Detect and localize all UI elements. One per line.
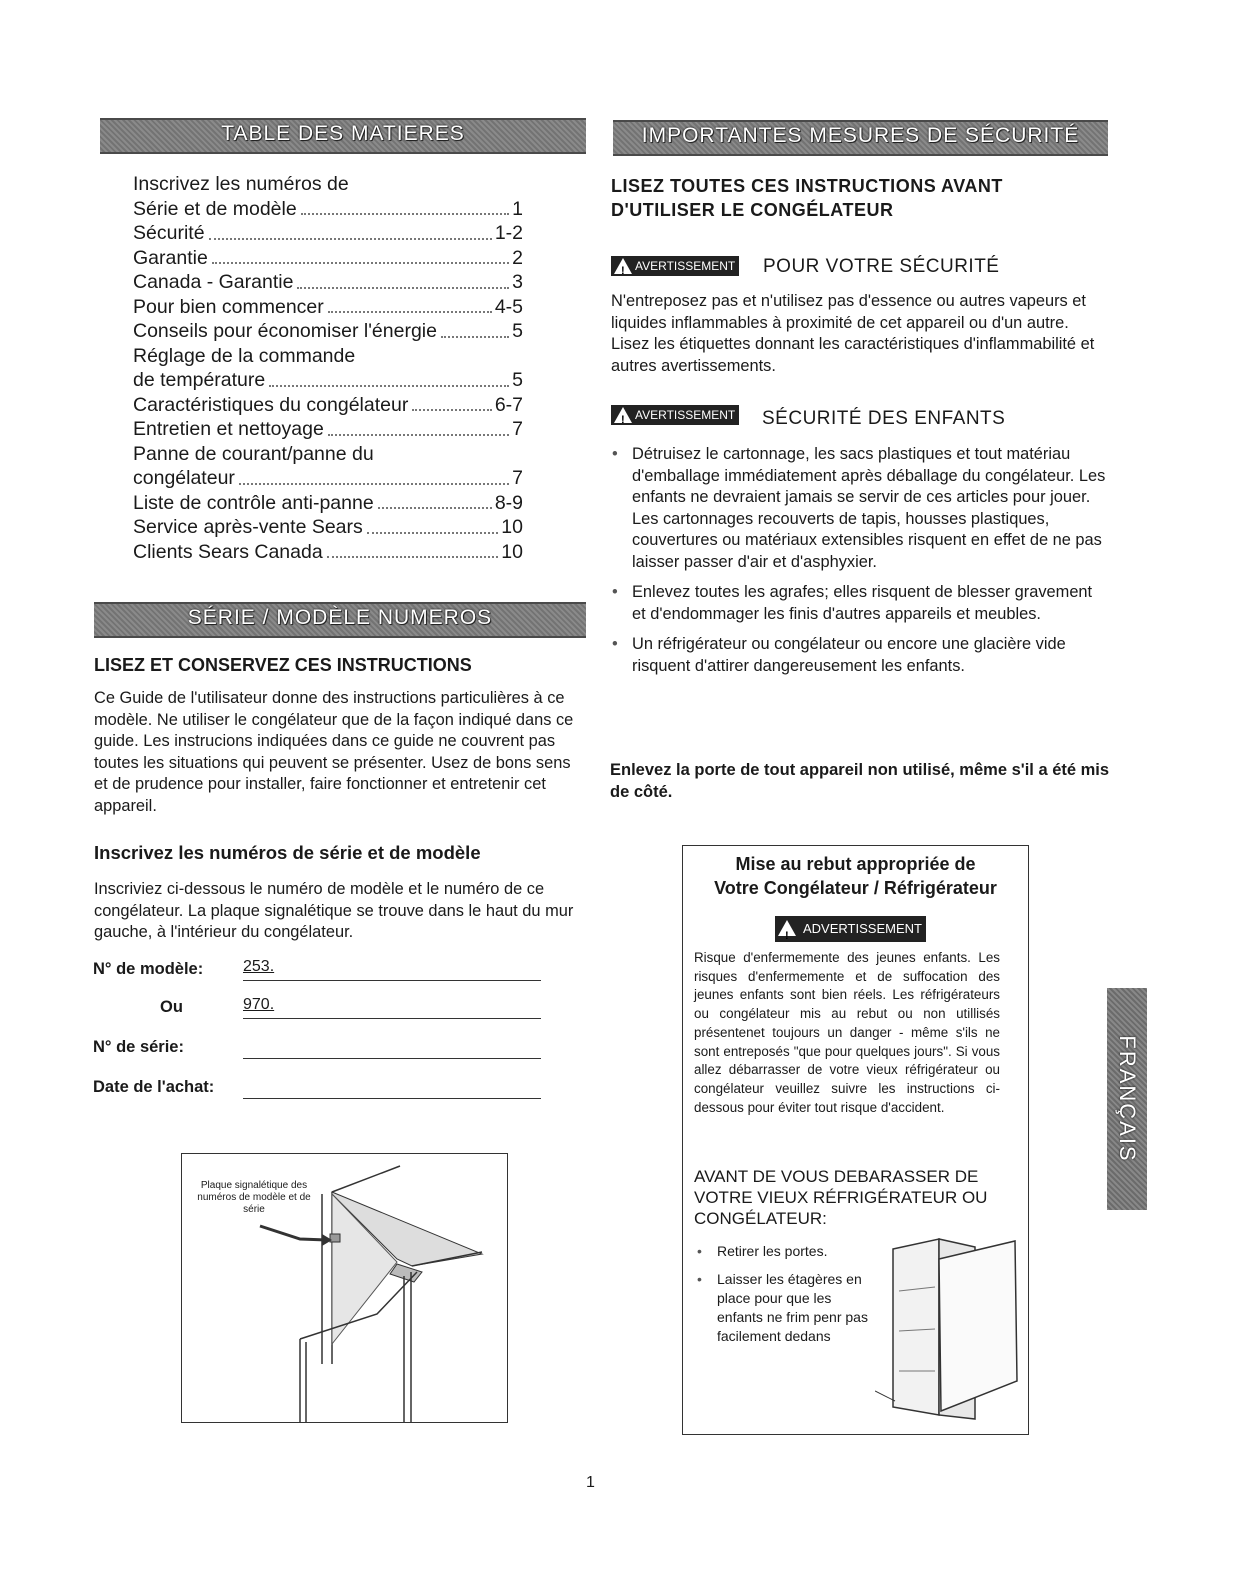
toc-leader-dots	[297, 270, 509, 289]
toc-entry-label: Série et de modèle	[133, 197, 297, 220]
bullet-item: • Un réfrigérateur ou congélateur ou encore une glacière vide risquent d'attirer dangereusement les enfants.	[612, 634, 1107, 677]
toc-leader-dots	[269, 368, 509, 387]
serie-heading: LISEZ ET CONSERVEZ CES INSTRUCTIONS	[94, 655, 472, 675]
toc-entry-label: Pour bien commencer	[133, 295, 324, 318]
toc-banner	[100, 118, 586, 154]
toc-leader-dots	[367, 515, 499, 534]
box-caps: AVANT DE VOUS DEBARASSER DE VOTRE VIEUX RÉFRIGÉRATEUR OU CONGÉLATEUR:	[694, 1167, 988, 1228]
date-field[interactable]	[243, 1076, 541, 1099]
toc-entry	[133, 197, 523, 222]
toc-entry-label: congélateur	[133, 467, 235, 489]
bullet-item: • Détruisez le cartonnage, les sacs plastiques et tout matériau d'emballage immédiatement après déballage du congélateur. Les enfants ne devraient jamais se servir de ces articles pour jouer. Les cartonnages recouverts de tapis, housses plastiques, couvertures ou matériaux extensibles risquent en effet de ne pas laisser passer d'air et d'asphyxier.	[612, 444, 1107, 573]
box-title-1: Mise au rebut appropriée de	[735, 854, 976, 874]
toc-entry	[133, 491, 523, 516]
ou-label: Ou	[160, 998, 183, 1016]
toc-entry-label: Réglage de la commande	[133, 344, 356, 367]
model-value: 253.	[243, 958, 275, 975]
warning-badge-label: AVERTISSEMENT	[635, 408, 736, 422]
language-side-tab	[1107, 988, 1147, 1210]
security-text: N'entreposez pas et n'utilisez pas d'essence ou autres vapeurs et liquides inflammables à proximité de cet appareil ou d'un autre. Lisez les étiquettes donnant les caractéristiques d'inflammabilité et autres avertissements.	[611, 292, 1095, 375]
ou-field[interactable]	[243, 996, 541, 1019]
box-title-2: Votre Congélateur / Réfrigérateur	[714, 878, 997, 898]
record-paragraph: Inscriviez ci-dessous le numéro de modèle et le numéro de ce congélateur. La plaque signalétique se trouve dans le haut du mur gauche, à l'intérieur du congélateur.	[94, 880, 574, 941]
model-label: N° de modèle:	[93, 960, 204, 978]
children-title: SÉCURITÉ DES ENFANTS	[762, 408, 1006, 429]
toc-leader-dots	[328, 295, 492, 314]
toc-entry-page: 1	[512, 197, 523, 220]
toc-entry-label: Conseils pour économiser l'énergie	[133, 320, 437, 342]
toc-entry	[133, 540, 523, 565]
box-warning-label: ADVERTISSEMENT	[803, 921, 922, 936]
toc-leader-dots	[209, 221, 492, 240]
serie-banner-title: SÉRIE / MODÈLE NUMEROS	[187, 606, 493, 629]
date-label: Date de l'achat:	[93, 1078, 215, 1096]
serial-field[interactable]	[243, 1036, 541, 1059]
box-bullet-list	[697, 1242, 877, 1355]
toc-entry-label: Clients Sears Canada	[133, 540, 323, 563]
box-warning-badge	[775, 916, 926, 942]
bullet-item: • Enlevez toutes les agrafes; elles risquent de blesser gravement et d'endommager les finis d'autres appareils et meubles.	[612, 582, 1107, 625]
toc-entry-label: Sécurité	[133, 222, 205, 244]
toc-entry	[133, 246, 523, 271]
toc-list	[133, 197, 523, 565]
box-text: Risque d'enfermemente des jeunes enfants. Les risques d'enfermemente et de suffocation des jeunes enfants sont bien réels. Les réfrigérateurs ou congélateur mis au rebut ou non utillisés présentenet toujours un danger - même s'ils ne sont entreposés "que pour quelques jours". Si vous allez débarrasser de votre vieux réfrigérateur ou congélateur veuillez suivre les instructions ci-dessous pour éviter tout risque d'accident.	[694, 950, 1000, 1115]
warning-badge-label: AVERTISSEMENT	[635, 259, 736, 273]
toc-leader-dots	[301, 197, 509, 216]
ou-value: 970.	[243, 996, 275, 1013]
toc-leader-dots	[328, 417, 509, 436]
record-heading: Inscrivez les numéros de série et de modèle	[94, 842, 481, 863]
toc-entry-label: Canada - Garantie	[133, 271, 294, 293]
toc-entry	[133, 221, 523, 246]
toc-entry-page: 5	[512, 320, 523, 342]
bullet-item: • Retirer les portes.	[697, 1242, 877, 1261]
model-field[interactable]	[243, 958, 541, 981]
language-side-tab-label: FRANÇAIS	[1115, 1035, 1140, 1163]
toc-intro: Inscrivez les numéros de	[133, 173, 349, 195]
toc-entry-page: 10	[501, 540, 523, 563]
toc-leader-dots	[327, 540, 499, 559]
toc-entry	[133, 466, 523, 491]
warning-badge-security	[611, 256, 739, 276]
door-note: Enlevez la porte de tout appareil non utilisé, même s'il a été mis de côté.	[610, 761, 1110, 801]
toc-entry-page: 2	[512, 246, 523, 269]
toc-entry-page: 5	[512, 369, 523, 391]
toc-entry-page: 7	[512, 418, 523, 440]
toc-entry-page: 6-7	[494, 393, 523, 416]
toc-entry-page: 7	[512, 467, 523, 489]
toc-leader-dots	[239, 466, 509, 485]
toc-entry-page: 1-2	[494, 222, 523, 244]
children-bullet-list	[612, 444, 1107, 686]
toc-entry-page: 4-5	[494, 295, 523, 318]
toc-entry-label: Service après-vente Sears	[133, 516, 363, 538]
toc-leader-dots	[378, 491, 492, 510]
safety-heading: LISEZ TOUTES CES INSTRUCTIONS AVANT D'UTILISER LE CONGÉLATEUR	[611, 176, 1003, 220]
toc-entry	[133, 417, 523, 442]
figure-caption: Plaque signalétique des numéros de modèle et de série	[197, 1180, 311, 1215]
safety-banner	[613, 120, 1108, 156]
safety-banner-title: IMPORTANTES MESURES DE SÉCURITÉ	[641, 124, 1080, 147]
warning-triangle-icon: !	[614, 407, 632, 423]
upright-freezer-drawing	[875, 1231, 1025, 1431]
serie-banner	[94, 602, 586, 638]
toc-entry-page: 10	[501, 516, 523, 538]
toc-entry	[133, 368, 523, 393]
disposal-box	[682, 845, 1029, 1435]
bullet-item: • Laisser les étagères en place pour que les enfants ne frim penr pas facilement dedans	[697, 1270, 877, 1346]
toc-entry-label: Liste de contrôle anti-panne	[133, 491, 374, 514]
security-title: POUR VOTRE SÉCURITÉ	[763, 256, 1000, 277]
serie-paragraph: Ce Guide de l'utilisateur donne des instructions particulières à ce modèle. Ne utiliser le congélateur que de la façon indiqué dans ce guide. Les instrucions indiquées dans ce guide ne couvrent pas toutes les situations qui peuvent se présenter. Usez de bons sens et de prudence pour installer, faire fonctionner et entretenir cet appareil.	[94, 689, 574, 815]
toc-entry	[133, 515, 523, 540]
toc-leader-dots	[441, 319, 509, 338]
toc-entry	[133, 393, 523, 418]
toc-entry	[133, 319, 523, 344]
nameplate-figure	[181, 1153, 508, 1423]
toc-entry-page: 8-9	[494, 491, 523, 514]
toc-entry-label: de température	[133, 369, 266, 391]
serial-label: N° de série:	[93, 1038, 184, 1056]
warning-triangle-icon: !	[778, 920, 796, 936]
page-number: 1	[586, 1474, 595, 1491]
toc-entry-label: Panne de courant/panne du	[133, 442, 374, 465]
toc-entry-label: Caractéristiques du congélateur	[133, 393, 409, 416]
toc-entry	[133, 442, 523, 467]
toc-entry-label: Entretien et nettoyage	[133, 418, 324, 440]
toc-entry-label: Garantie	[133, 246, 208, 269]
toc-entry	[133, 344, 523, 369]
toc-entry-page: 3	[512, 271, 523, 293]
toc-entry	[133, 295, 523, 320]
warning-badge-children	[611, 405, 739, 425]
toc-leader-dots	[412, 393, 491, 412]
toc-entry	[133, 270, 523, 295]
toc-banner-title: TABLE DES MATIERES	[221, 122, 465, 145]
toc-leader-dots	[212, 246, 509, 265]
table-of-contents	[133, 172, 523, 564]
warning-triangle-icon: !	[614, 258, 632, 274]
